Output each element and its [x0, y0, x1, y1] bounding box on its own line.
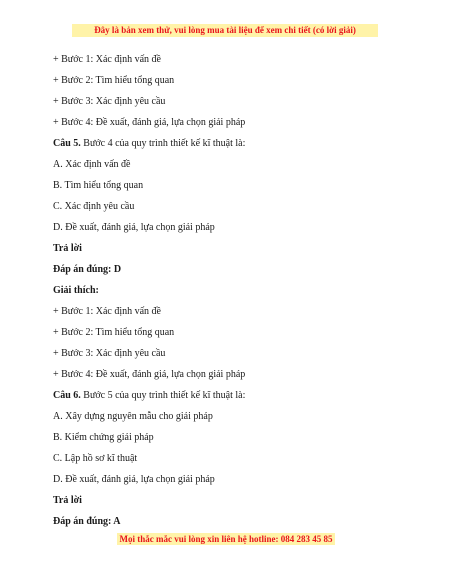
step-4-line: + Bước 4: Đề xuất, đánh giá, lựa chọn giải pháp — [53, 117, 246, 128]
question-5-text: Bước 4 của quy trình thiết kế kĩ thuật là: — [80, 138, 246, 149]
explanation-step-3: + Bước 3: Xác định yêu cầu — [53, 348, 166, 359]
q6-option-d: D. Đề xuất, đánh giá, lựa chọn giải pháp — [53, 474, 215, 485]
q5-option-a: A. Xác định vấn đề — [53, 159, 131, 170]
step-3-line: + Bước 3: Xác định yêu cầu — [53, 96, 166, 107]
q5-correct-answer: Đáp án đúng: D — [53, 264, 122, 275]
q6-correct-answer: Đáp án đúng: A — [53, 516, 121, 527]
q6-option-b: B. Kiểm chứng giải pháp — [53, 432, 154, 443]
question-6 — [53, 385, 423, 406]
preview-notice-banner: Đây là bản xem thử, vui lòng mua tài liệu để xem chi tiết (có lời giải) — [72, 24, 378, 37]
q6-option-c: C. Lập hồ sơ kĩ thuật — [53, 453, 138, 464]
q5-option-b: B. Tìm hiểu tổng quan — [53, 180, 144, 191]
question-5-label: Câu 5. — [53, 138, 81, 149]
question-6-label: Câu 6. — [53, 390, 81, 401]
q5-explanation-heading: Giải thích: — [53, 285, 99, 296]
step-2-line: + Bước 2: Tìm hiểu tổng quan — [53, 75, 175, 86]
question-5 — [53, 133, 423, 154]
step-1-line: + Bước 1: Xác định vấn đề — [53, 54, 161, 65]
explanation-step-1: + Bước 1: Xác định vấn đề — [53, 306, 161, 317]
q5-option-d: D. Đề xuất, đánh giá, lựa chọn giải pháp — [53, 222, 215, 233]
q6-option-a: A. Xây dựng nguyên mẫu cho giải pháp — [53, 411, 213, 422]
q5-option-c: C. Xác định yêu cầu — [53, 201, 135, 212]
explanation-step-4: + Bước 4: Đề xuất, đánh giá, lựa chọn giải pháp — [53, 369, 246, 380]
document-body — [53, 49, 423, 532]
question-6-text: Bước 5 của quy trình thiết kế kĩ thuật là: — [80, 390, 246, 401]
explanation-step-2: + Bước 2: Tìm hiểu tổng quan — [53, 327, 175, 338]
q6-answer-heading: Trả lời — [53, 495, 82, 506]
hotline-footer-banner: Mọi thắc mắc vui lòng xin liên hệ hotline: 084 283 45 85 — [117, 533, 335, 545]
q5-answer-heading: Trả lời — [53, 243, 82, 254]
